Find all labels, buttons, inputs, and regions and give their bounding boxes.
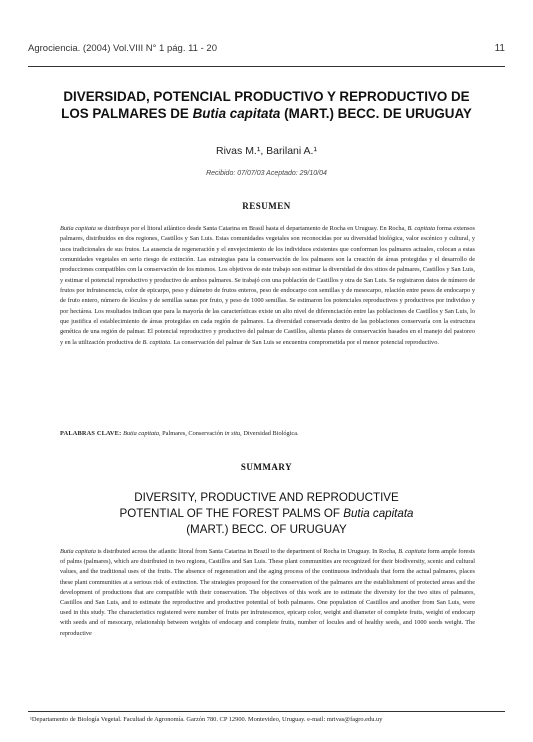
english-title-species: Butia capitata [343,507,414,520]
title-line-1: DIVERSIDAD, POTENCIAL PRODUCTIVO Y REPRODUCTIVO DE [63,89,470,104]
title-line-2: LOS PALMARES DE Butia capitata (MART.) BECC. DE URUGUAY [61,106,472,121]
summary-heading: SUMMARY [240,462,293,472]
resumen-heading: RESUMEN [242,201,291,211]
summary-abstract: Butia capitata is distributed across the atlantic litoral from Santa Catarina in Brazil to the department of Rocha in Uruguay. In Rocha, B. capitata form ample forests of palms (palmares), which are distributed in two regions, Castillos and San Luis. These plant communities are recognized for their biodiversity, scenic and cultural values, and the traditional uses of the fruits. The absence of regeneration and the aging process of the continuous individuals that form the actual palmares, places these plant communities at a serious risk of extinction. The strategies proposed for the conservation of the palmares are the establishment of protected areas and the development of productions that are compatible with their conservation. The objectives of this work are to estimate the diversity for the two sites of palmares, Castillos and San Luis, and to estimate the reproductive and productive potential of both palmares. One population of Castillos and another from San Luis, were used in this study. The characteristics registered were number of fruits per infrutescence, epicarp color, weight and diameter of complete fruits, weight of endocarp with seeds and of mesocarp, relationship between weights of endocarp and complete fruits, number of locules and of healthy seeds, and 1000 seeds weight. The reproductive [60,548,476,637]
resumen-abstract: Butia capitata se distribuye por el litoral atlántico desde Santa Catarina en Brasil hasta el departamento de Rocha en Uruguay. En Rocha, B. capitata forma extensos palmares, distribuidos en dos regiones, Castillos y San Luis. Estas comunidades vegetales son reconocidas por su diversidad biológica, valor escénico y cultural, y usos tradicionales de sus frutos. La ausencia de regeneración y el envejecimiento de los individuos existentes que conforman los palmares actuales, colocan a estas comunidades vegetales en serio riesgo de extinción. Las estrategias para la conservación de los palmares son la creación de áreas protegidas y el desarrollo de producciones compatibles con la conservación de los mismos. Los objetivos de este trabajo son estimar la diversidad de dos sitios de palmares, Castillos y San Luis, y estimar el potencial reproductivo y productivo de ambos palmares. Se trabajó con una población de Castillos y otra de San Luis. Se registraron datos de número de frutos por infrutescencia, color de epicarpo, peso y diámetro de frutos enteros, peso de endocarpo con semillas y de mesocarpo, relación entre pesos de endocarpo y de fruto entero, número de lóculos y de semillas sanas por fruto, y peso de 1000 semillas. Se estimaron los potenciales reproductivos y productivos por individuo y por hectárea. Los resultados indican que para la mayoría de las características existe un alto nivel de diferenciación entre las poblaciones de Castillos y San Luis, lo que justifica el establecimiento de áreas protegidas en cada región de palmares. La diversidad conservada dentro de las poblaciones conservaría con la estructura genética de una región de palmar. El potencial reproductivo y productivo del palmar de Castillos, alienta planes de conservación basados en el manejo del pastoreo y en la utilización productiva de B. capitata. La conservación del palmar de San Luis se encuentra comprometida por el menor potencial reproductivo. [60,225,475,346]
article-title [30,88,503,122]
author-affiliation-footnote: ¹Departamento de Biología Vegetal. Facultad de Agronomía. Garzón 780. CP 12900. Montevideo, Uruguay. e-mail: mrivas@fagro.edu.uy [30,716,383,723]
footer-rule [28,711,505,712]
authors: Rivas M.¹, Barilani A.¹ [216,145,317,157]
title-species: Butia capitata [192,106,281,121]
journal-citation: Agrociencia. (2004) Vol.VIII N° 1 pág. 11 - 20 [28,43,217,54]
english-title: DIVERSITY, PRODUCTIVE AND REPRODUCTIVE POTENTIAL OF THE FOREST PALMS OF Butia capitata (MART.) BECC. OF URUGUAY [119,491,414,536]
palabras-clave: PALABRAS CLAVE: Butia capitata, Palmares, Conservación in situ, Diversidad Biológica. [60,430,299,437]
received-accepted-dates: Recibido: 07/07/03 Aceptado: 29/10/04 [206,170,327,177]
header-rule [28,66,505,67]
page-number: 11 [494,43,505,54]
running-header [28,43,505,59]
